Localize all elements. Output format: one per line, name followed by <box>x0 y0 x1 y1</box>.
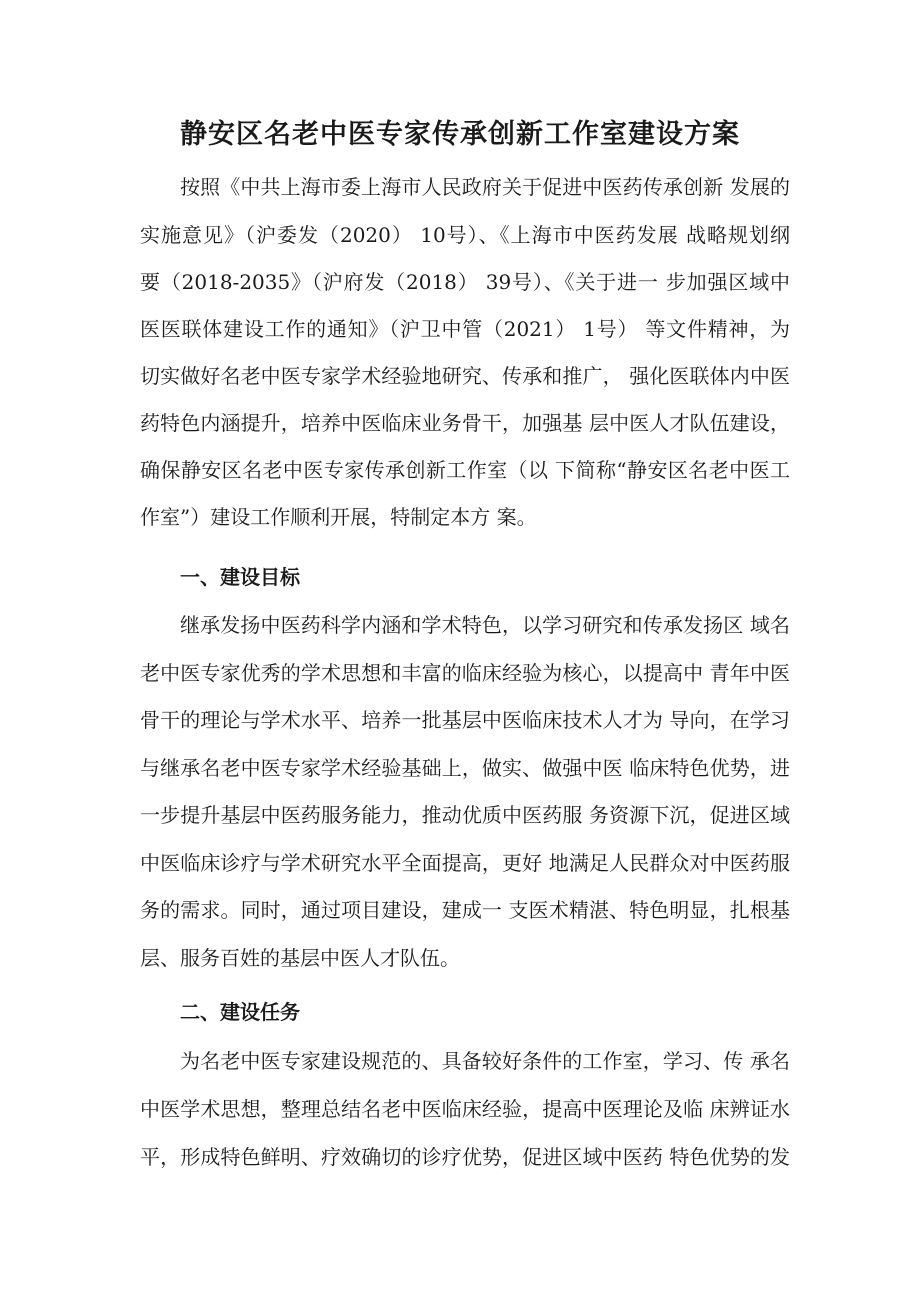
section2-line-2: 中医学术思想，整理总结名老中医临床经验，提高中医理论及临 床辨证水 <box>140 1097 790 1121</box>
intro-line-5: 切实做好名老中医专家学术经验地研究、传承和推广， 强化医联体内中医 <box>140 364 790 388</box>
intro-line-8: 作室”）建设工作顺利开展，特制定本方 案。 <box>140 505 537 529</box>
section1-line-6: 中医临床诊疗与学术研究水平全面提高，更好 地满足人民群众对中医药服 <box>140 851 790 875</box>
intro-line-1: 按照《中共上海市委上海市人民政府关于促进中医药传承创新 发展的 <box>180 175 790 199</box>
section1-line-5: 一步提升基层中医药服务能力，推动优质中医药服 务资源下沉，促进区域 <box>140 803 790 827</box>
document-title: 静安区名老中医专家传承创新工作室建设方案 <box>180 119 740 150</box>
intro-line-2: 实施意见》（沪委发（2020） 10号）、《上海市中医药发展 战略规划纲 <box>140 223 790 247</box>
intro-line-6: 药特色内涵提升，培养中医临床业务骨干，加强基 层中医人才队伍建设， <box>140 411 790 435</box>
section1-line-1: 继承发扬中医药科学内涵和学术特色，以学习研究和传承发扬区 域名 <box>180 613 790 637</box>
section1-line-3: 骨干的理论与学术水平、培养一批基层中医临床技术人才为 导向，在学习 <box>140 708 790 732</box>
intro-line-7: 确保静安区名老中医专家传承创新工作室（以 下简称“静安区名老中医工 <box>140 458 790 482</box>
section-heading-goals: 一、建设目标 <box>180 565 300 589</box>
intro-line-4: 医医联体建设工作的通知》（沪卫中管（2021） 1号） 等文件精神，为 <box>140 317 790 341</box>
section2-line-1: 为名老中医专家建设规范的、具备较好条件的工作室，学习、传 承名 <box>180 1049 790 1073</box>
section1-line-7: 务的需求。同时，通过项目建设，建成一 支医术精湛、特色明显，扎根基 <box>140 898 790 922</box>
section1-line-4: 与继承名老中医专家学术经验基础上，做实、做强中医 临床特色优势，进 <box>140 756 790 780</box>
section-heading-tasks: 二、建设任务 <box>180 1000 300 1024</box>
section1-line-2: 老中医专家优秀的学术思想和丰富的临床经验为核心，以提高中 青年中医 <box>140 661 790 685</box>
intro-line-3: 要（2018-2035》（沪府发（2018） 39号）、《关于进一 步加强区域中 <box>140 270 790 294</box>
section1-line-8: 层、服务百姓的基层中医人才队伍。 <box>140 946 460 970</box>
section2-line-3: 平，形成特色鲜明、疗效确切的诊疗优势，促进区域中医药 特色优势的发 <box>140 1145 790 1169</box>
